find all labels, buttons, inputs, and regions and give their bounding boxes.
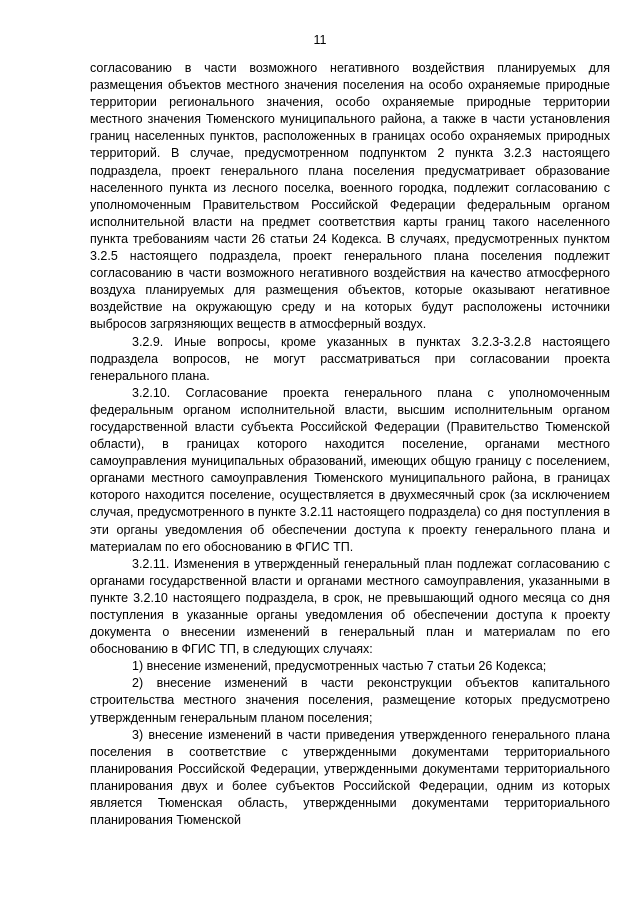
paragraph-3-2-9: 3.2.9. Иные вопросы, кроме указанных в пунктах 3.2.3-3.2.8 настоящего подраздела вопросов, не могут рассматриваться при согласовании проекта генерального плана. xyxy=(90,334,610,383)
paragraph-continuation: согласованию в части возможного негативного воздействия планируемых для размещения объектов местного значения поселения на особо охраняемые природные территории регионального значения, особо охраняемые природные территории местного значения Тюменского муниципального района, а также в части установления границ населенных пунктов, расположенных в границах особо охраняемых природных территорий. В случае, предусмотренном подпунктом 2 пункта 3.2.3 настоящего подраздела, проект генерального плана поселения предусматривает образование населенного пункта из лесного поселка, военного городка, подлежит согласованию с уполномоченным Правительством Российской Федерации федеральным органом исполнительной власти на предмет соответствия карты границ такого населенного пункта требованиям части 26 статьи 24 Кодекса. В случаях, предусмотренных пунктом 3.2.5 настоящего подраздела, проект генерального плана поселения подлежит согласованию в части возможного негативного воздействия на качество атмосферного воздуха планируемых для размещения объектов, которые оказывают негативное воздействие на окружающую среду и на которых будут расположены источники выбросов загрязняющих веществ в атмосферный воздух. xyxy=(90,61,610,332)
paragraph-3-2-10: 3.2.10. Согласование проекта генерального плана с уполномоченным федеральным органом исполнительной власти, высшим исполнительным органом государственной власти субъекта Российской Федерации (Правительство Тюменской области), в границах которого находится поселение, органами местного самоуправления муниципальных образований, имеющих общую границу с поселением, органами местного самоуправления Тюменского муниципального района, в границах которого находится поселение, осуществляется в двухмесячный срок (за исключением случая, предусмотренного в пункте 3.2.11 настоящего подраздела) со дня поступления в эти органы уведомления об обеспечении доступа к проекту генерального плана и материалам по его обоснованию в ФГИС ТП. xyxy=(90,385,610,554)
list-item-1: 1) внесение изменений, предусмотренных частью 7 статьи 26 Кодекса; xyxy=(132,659,547,674)
document-body xyxy=(90,60,610,829)
page-number: 11 xyxy=(313,33,327,47)
list-item-3: 3) внесение изменений в части приведения утвержденного генерального плана поселения в соответствие с утвержденными документами территориального планирования Российской Федерации, утвержденными документами территориального планирования двух и более субъектов Российской Федерации, одним из которых является Тюменская область, утвержденными документами территориального планирования Тюменской xyxy=(90,727,610,828)
paragraph-3-2-11: 3.2.11. Изменения в утвержденный генеральный план подлежат согласованию с органами государственной власти и органами местного самоуправления, указанными в пункте 3.2.10 настоящего подраздела, в срок, не превышающий одного месяца со дня поступления в указанные органы уведомления об обеспечении доступа к проекту документа о внесении изменений в генеральный план и материалам по его обоснованию в ФГИС ТП, в следующих случаях: xyxy=(90,556,610,657)
list-item-2: 2) внесение изменений в части реконструкции объектов капитального строительства местного значения поселения, размещение которых предусмотрено утвержденным генеральным планом поселения; xyxy=(90,676,610,725)
